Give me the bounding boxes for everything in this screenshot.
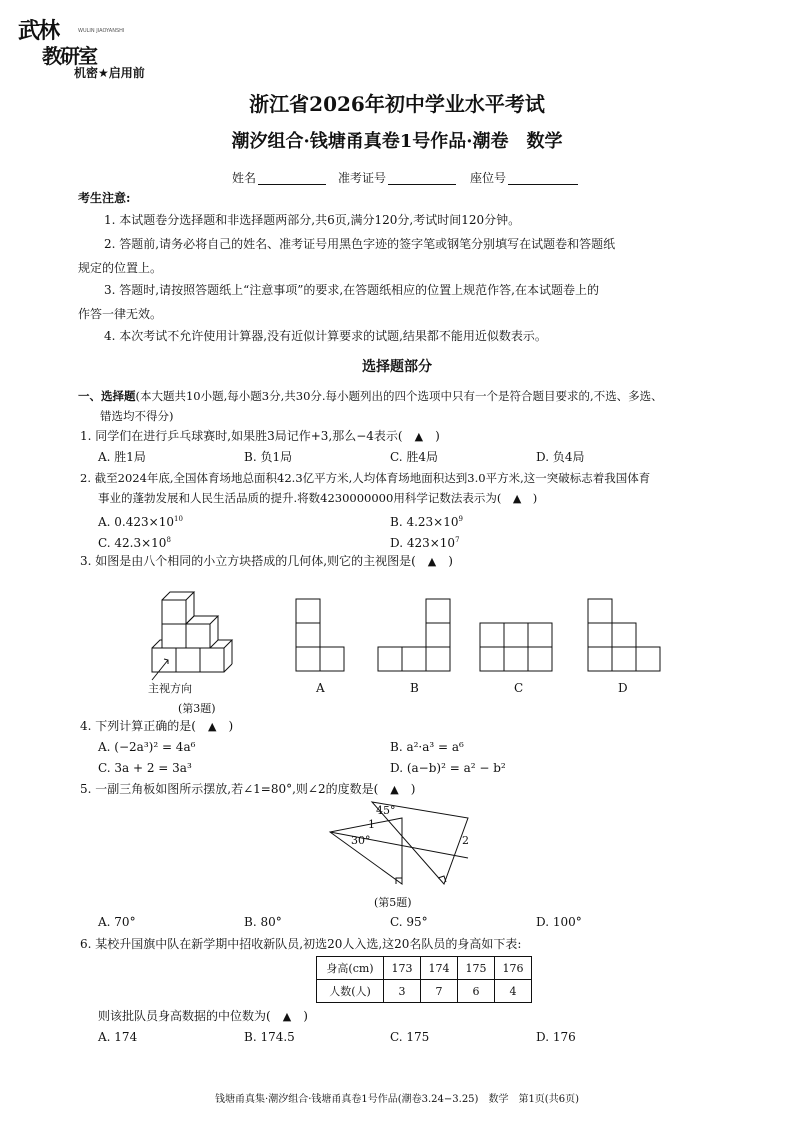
exam-title: 浙江省2026年初中学业水平考试	[249, 92, 545, 116]
q5-option-c[interactable]: C. 95°	[390, 915, 428, 929]
q5-option-b[interactable]: B. 80°	[244, 915, 282, 929]
q6-close: )	[303, 1009, 308, 1023]
q5-label-2: 2	[462, 834, 469, 847]
table-header-count: 人数(人)	[317, 980, 384, 1003]
q1-option-d[interactable]: D. 负4局	[536, 450, 585, 464]
q6-height-table	[316, 956, 532, 1003]
note-1: 1. 本试题卷分选择题和非选择题两部分,共6页,满分120分,考试时间120分钟。	[104, 213, 521, 227]
q1-stem-text: 1. 同学们在进行乒乓球赛时,如果胜3局记作+3,那么−4表示(	[80, 429, 403, 443]
q3-stem-text: 3. 如图是由八个相同的小立方块搭成的几何体,则它的主视图是(	[80, 554, 416, 568]
note-3b: 作答一律无效。	[78, 307, 163, 321]
q6-option-c[interactable]: C. 175	[390, 1030, 430, 1044]
q3-option-d-figure	[588, 599, 660, 671]
seat-field[interactable]	[508, 170, 578, 185]
q5-stem-text: 5. 一副三角板如图所示摆放,若∠1=80°,则∠2的度数是(	[80, 782, 379, 796]
table-header-height: 身高(cm)	[317, 957, 384, 980]
q2-stem-a: 2. 截至2024年底,全国体育场地总面积42.3亿平方米,人均体育场地面积达到3.0平方米,这一突破标志着我国体育	[80, 471, 651, 485]
q4-stem-text: 4. 下列计算正确的是(	[80, 719, 196, 733]
q5-option-d[interactable]: D. 100°	[536, 915, 582, 929]
logo-line1: 武林	[18, 18, 59, 44]
q5-close: )	[410, 782, 416, 796]
q2-option-a-base: A. 0.423×10	[98, 515, 174, 529]
q3-option-b-figure	[378, 599, 450, 671]
table-cell: 174	[421, 957, 458, 980]
answer-blank-mark: ▲	[427, 555, 437, 568]
q3-option-c-figure	[480, 623, 552, 671]
q4-option-a[interactable]: A. (−2a³)² = 4a⁶	[98, 740, 196, 754]
name-label: 姓名	[232, 171, 257, 185]
q2-option-d-exp: 7	[455, 536, 460, 544]
ticket-field[interactable]	[388, 170, 456, 185]
q2-option-c-exp: 8	[166, 536, 171, 544]
answer-blank-mark: ▲	[414, 430, 424, 443]
q6-question-text: 则该批队员身高数据的中位数为(	[98, 1009, 271, 1023]
part1-label: 一、选择题	[78, 389, 136, 403]
confidential-label: 机密★启用前	[74, 66, 145, 80]
q6-stem: 6. 某校升国旗中队在新学期中招收新队员,初选20人入选,这20名队员的身高如下表:	[80, 937, 522, 951]
q1-option-c[interactable]: C. 胜4局	[390, 450, 439, 464]
logo-line2: 教研室	[42, 44, 96, 68]
q3-solid-figure	[152, 592, 232, 680]
part1-desc: (本大题共10小题,每小题3分,共30分.每小题列出的四个选项中只有一个是符合题目要求的,不选、多选、	[135, 389, 663, 403]
table-row	[317, 957, 532, 980]
q2-option-c-base: C. 42.3×10	[98, 536, 167, 550]
table-cell: 7	[421, 980, 458, 1003]
logo-subtext: WULIN JIAOYANSHI	[78, 28, 125, 34]
q2-stem-b-text: 事业的蓬勃发展和人民生活品质的提升.将数4230000000用科学记数法表示为(	[98, 491, 502, 505]
exam-subtitle: 潮汐组合·钱塘甬真卷1号作品·潮卷 数学	[231, 131, 563, 152]
answer-blank-mark: ▲	[390, 783, 399, 796]
q4-option-b[interactable]: B. a²·a³ = a⁶	[390, 740, 464, 754]
q5-caption: (第5题)	[374, 896, 412, 909]
q2-stem-b	[98, 490, 537, 507]
q4-close: )	[228, 719, 234, 733]
q6-option-b[interactable]: B. 174.5	[244, 1030, 295, 1044]
q3-stem	[80, 553, 453, 570]
q6-option-a[interactable]: A. 174	[98, 1030, 138, 1044]
note-3a: 3. 答题时,请按照答题纸上“注意事项”的要求,在答题纸相应的位置上规范作答,在本试题卷上的	[104, 283, 599, 297]
table-cell: 175	[458, 957, 495, 980]
table-cell: 3	[384, 980, 421, 1003]
q1-option-b[interactable]: B. 负1局	[244, 450, 293, 464]
table-cell: 6	[458, 980, 495, 1003]
table-cell: 173	[384, 957, 421, 980]
ticket-label: 准考证号	[338, 171, 387, 185]
table-row	[317, 980, 532, 1003]
q2-option-d-base: D. 423×10	[390, 536, 456, 550]
seat-label: 座位号	[470, 171, 507, 185]
q2-option-b-base: B. 4.23×10	[390, 515, 459, 529]
q4-stem	[80, 718, 233, 735]
q5-label-1: 1	[368, 818, 375, 831]
note-4: 4. 本次考试不允许使用计算器,没有近似计算要求的试题,结果都不能用近似数表示。	[104, 329, 547, 343]
q2-option-b-exp: 9	[458, 515, 463, 523]
section-title: 选择题部分	[362, 359, 432, 375]
q3-view-direction: 主视方向	[148, 682, 192, 695]
q5-figure	[320, 798, 480, 894]
q4-option-d[interactable]: D. (a−b)² = a² − b²	[390, 761, 506, 775]
q6-question	[98, 1008, 308, 1025]
q1-stem	[80, 428, 440, 445]
page-footer: 钱塘甬真集·潮汐组合·钱塘甬真卷1号作品(潮卷3.24−3.25) 数学 第1页(共6页)	[215, 1094, 579, 1105]
q2-option-c[interactable]	[98, 532, 171, 551]
q5-stem	[80, 781, 415, 798]
answer-blank-mark: ▲	[207, 720, 217, 733]
q3-option-a-figure	[296, 599, 344, 671]
q3-option-b[interactable]: B	[410, 681, 419, 695]
q3-option-c[interactable]: C	[514, 681, 524, 695]
q3-option-a[interactable]: A	[316, 681, 325, 695]
q3-close: )	[448, 554, 453, 568]
q5-angle-30: 30°	[351, 834, 371, 847]
answer-blank-mark: ▲	[282, 1010, 292, 1023]
note-2b: 规定的位置上。	[78, 261, 163, 275]
q4-option-c[interactable]: C. 3a + 2 = 3a³	[98, 761, 192, 775]
q2-close: )	[532, 491, 538, 505]
name-field[interactable]	[258, 170, 326, 185]
answer-blank-mark: ▲	[512, 492, 522, 505]
q3-option-d[interactable]: D	[618, 681, 628, 695]
q3-caption: (第3题)	[178, 702, 216, 715]
table-cell: 176	[495, 957, 532, 980]
part1-desc-cont: 错选均不得分)	[100, 409, 174, 423]
q1-close: )	[435, 429, 440, 443]
note-2a: 2. 答题前,请务必将自己的姓名、准考证号用黑色字迹的签字笔或钢笔分别填写在试题卷和答题纸	[104, 237, 616, 251]
notes-heading: 考生注意:	[78, 191, 131, 205]
q1-option-a[interactable]: A. 胜1局	[98, 450, 146, 464]
q2-option-b[interactable]	[390, 511, 463, 530]
q2-option-a-exp: 10	[173, 515, 183, 523]
q5-angle-45: 45°	[376, 804, 396, 817]
part1-intro	[78, 388, 663, 404]
q5-triangle-30	[330, 818, 402, 884]
q5-option-a[interactable]: A. 70°	[98, 915, 136, 929]
q2-option-d[interactable]	[390, 532, 460, 551]
q2-option-a[interactable]	[98, 511, 183, 530]
q6-option-d[interactable]: D. 176	[536, 1030, 576, 1044]
table-cell: 4	[495, 980, 532, 1003]
